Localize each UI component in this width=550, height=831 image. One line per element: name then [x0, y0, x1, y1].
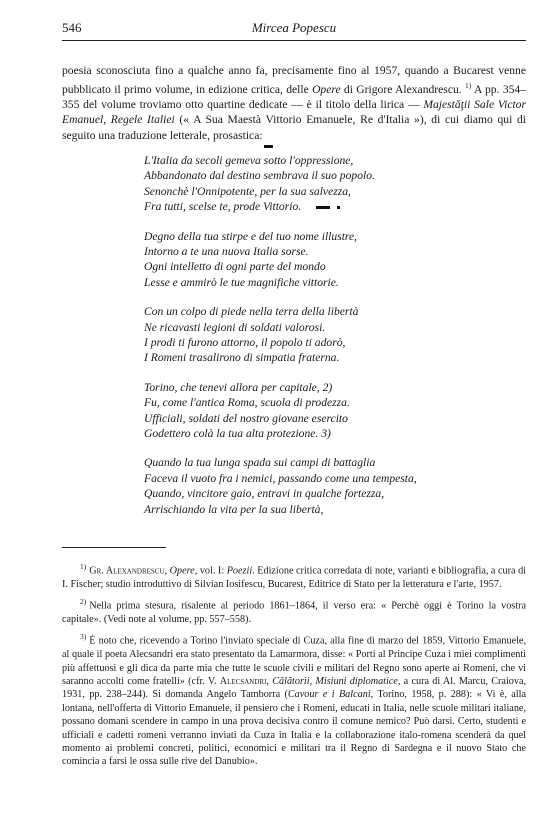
poem-line: Lesse e ammirò le tue magnifiche vittorie. [144, 275, 339, 289]
footnote-title: Opere [169, 565, 195, 577]
stanza [144, 455, 526, 517]
ink-mark [316, 206, 330, 209]
poem-line: L'Italia da secoli gemeva sotto l'oppressione, [144, 153, 354, 167]
poem-line: Ufficiali, soldati del nostro giovane esercito [144, 411, 348, 425]
header-rule [62, 40, 526, 41]
footnote-text: , Torino, 1958, p. 288): « Vi è, alla lontana, nell'offerta di Vittorio Emanuele, il pensiero che i Romeni, educati in Italia, nelle scuole militari italiane, possano domani scendere in campo in una prova decisiva contro il comune nemico? Può darsi. Certo, studenti e ufficiali e cadetti romeni verranno inviati da Cuza in Italia e la collaborazione italo-romena scenderà da quel momento ai problemi concreti, politici, economici e militari tra il Regno di Sardegna e il nuovo Stato che comincia a farsi le ossa sulle rive del Danubio». [62, 689, 526, 768]
footnote-author: Gr. Alexandrescu [89, 565, 165, 577]
poem-line: Senonchè l'Onnipotente, per la sua salvezza, [144, 184, 351, 198]
footnotes [62, 560, 526, 773]
poem-line: Quando, vincitore gaio, entravi in qualche fortezza, [144, 487, 385, 501]
footnote-1 [62, 560, 526, 591]
footnote-text: , [266, 676, 273, 688]
footnote-text: Nella prima stesura, risalente al periodo 1861–1864, il verso era: « Perchè oggi è Torino la vostra capitale». (Vedi note al volume, pp. 557–558). [62, 600, 526, 625]
intro-text: di Grigore Alexandrescu. [340, 83, 465, 97]
poem-line: Abbandonato dal destino sembrava il suo popolo. [144, 169, 375, 183]
footnote-text: , vol. I: [194, 565, 227, 577]
poem-line: Arrischiando la vita per la sua libertà, [144, 502, 324, 516]
poem-line-text: Fra tutti, scelse te, prode Vittorio. [144, 200, 302, 214]
footnote-2 [62, 595, 526, 626]
poem-line: Faceva il vuoto fra i nemici, passando come una tempesta, [144, 471, 417, 485]
poem-line: Degno della tua stirpe e del tuo nome illustre, [144, 229, 358, 243]
intro-text: A pp. 354–355 del volume troviamo otto quartine dedicate — è il titolo della lirica — [62, 83, 527, 112]
footnote-title: Călătorii, Misiuni diplomatice [272, 676, 398, 688]
poem-line: I prodi ti furono attorno, il popolo ti adorò, [144, 335, 346, 349]
ink-mark [264, 145, 273, 148]
footnote-subtitle: Poezii [226, 565, 253, 577]
intro-text: poesia sconosciuta fino a qualche anno fa, precisamente fino al 1957, quando a Bucarest venne pubblicato il primo volume, in edizione critica, delle [62, 64, 526, 97]
footnote-title: Cavour e i Balcani [287, 689, 371, 701]
intro-italic-opere: Opere [312, 83, 341, 97]
running-header [62, 20, 526, 38]
intro-paragraph [62, 63, 526, 143]
footnote-text: , a cura di Al. Marcu, Craiova, 1931, pp. 238–244). Si domanda Angelo Tamborra ( [62, 676, 527, 701]
poem-line: Con un colpo di piede nella terra della libertà [144, 305, 359, 319]
footnote-author: Alecsandri [219, 676, 267, 688]
poem-line: Godettero colà la tua alta protezione. 3) [144, 426, 331, 440]
poem-line: Torino, che tenevi allora per capitale, 2) [144, 380, 333, 394]
stanza [144, 153, 526, 215]
intro-text: (« A Sua Maestà Vittorio Emanuele, Re d'Italia »), di cui diamo qui di seguito una traduzione letterale, prosastica: [62, 113, 526, 142]
stanza [144, 304, 526, 366]
footnote-ref: 1) [465, 81, 472, 91]
poem-line: Ogni intelletto di ogni parte del mondo [144, 260, 326, 274]
stanza [144, 380, 526, 442]
stanza [144, 229, 526, 291]
poem-line: Ne ricavasti legioni di soldati valorosi. [144, 320, 326, 334]
footnote-text: . Edizione critica corredata di note, varianti e bibliografia, a cura di I. Fischer; studio introduttivo di Silvian Iosifescu, Bucarest, Editrice di Stato per la letteratura e l'arte, 1957. [62, 565, 527, 590]
footnote-text: , [164, 565, 170, 577]
poem-line: Fu, come l'antica Roma, scuola di prodezza. [144, 396, 350, 410]
poem-line: Intorno a te una nuova Italia sorse. [144, 244, 309, 258]
footnote-number: 1) [80, 562, 87, 571]
intro-italic-poem-title: Majestăţii Sale Victor Emanuel, Regele Italiei [62, 98, 526, 127]
poem-line: I Romeni trasalirono di simpatia fraterna. [144, 351, 340, 365]
footnote-3 [62, 630, 526, 768]
ink-mark [337, 206, 340, 209]
poem-line: Quando la tua lunga spada sui campi di battaglia [144, 456, 376, 470]
page [62, 20, 526, 517]
footnote-text: È noto che, ricevendo a Torino l'inviato speciale di Cuza, alla fine di marzo del 1859, Vittorio Emanuele, al quale il poeta Alecsandri era stato presentato da Lamarmora, disse: « Porti al Principe Cuza i miei complimenti più affettuosi e gli dica da parte mia che tutte le scuole civili e militari del Regno sono aperte ai Romeni, che vi saranno accolti come fratelli» (cfr. V. [62, 635, 526, 688]
page-number: 546 [62, 20, 82, 35]
poem [144, 153, 526, 517]
poem-line [144, 199, 526, 214]
footnote-rule [62, 547, 166, 548]
footnote-number: 2) [80, 597, 87, 607]
running-title: Mircea Popescu [251, 20, 337, 35]
footnote-number: 3) [80, 632, 87, 642]
